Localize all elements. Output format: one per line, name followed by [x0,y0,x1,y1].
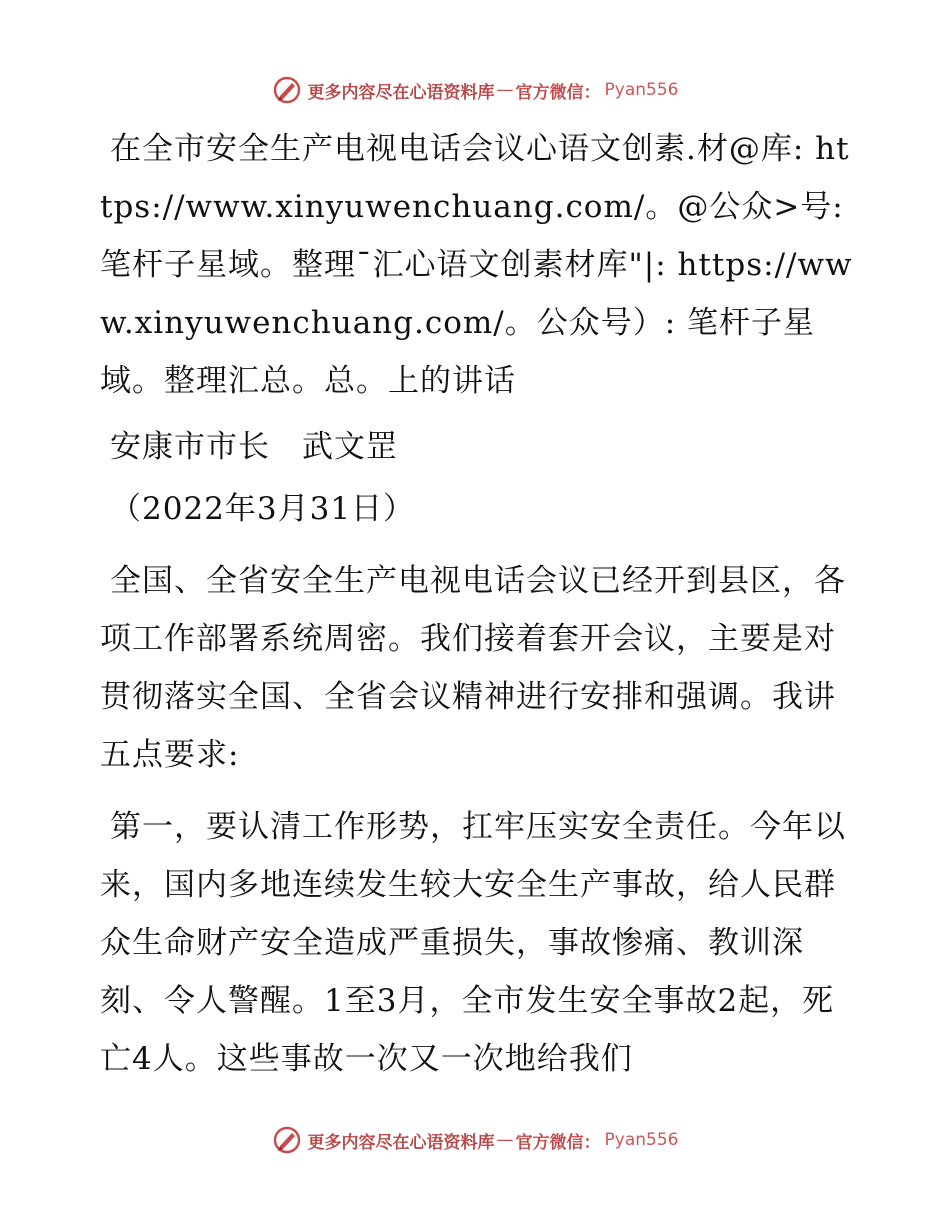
document-author: 安康市市长 武文罡 [110,429,398,465]
pen-quill-logo-icon [272,1125,302,1155]
header-banner [0,72,950,108]
banner-wechat-id: Pyan556 [604,80,679,100]
pen-quill-logo-icon [272,75,302,105]
banner-label: 官方微信： [515,82,601,103]
document-body [100,120,860,1088]
paragraph-intro: 全国、全省安全生产电视电话会议已经开到县区，各项工作部署系统周密。我们接着套开会议，主要是对贯彻落实全国、全省会议精神进行安排和强调。我讲五点要求: [100,563,846,773]
banner-brand: 更多内容尽在心语资料库 [307,1132,495,1153]
banner-dash: — [496,80,514,100]
footer-banner [0,1122,950,1158]
document-title: 在全市安全生产电视电话会议心语文创素.材@库: https://www.xinyuwenchuang.com/。@公众>号: 笔杆子星域。整理¯汇心语文创素材库"|: https://www.xinyuwenchuang.com/。公众号）: 笔杆子星域。整理汇总。总。上的讲话 [100,131,853,399]
document-date: （2022年3月31日） [110,491,416,527]
banner-label: 官方微信： [515,1132,601,1153]
banner-dash: — [496,1130,514,1150]
banner-wechat-id: Pyan556 [604,1130,679,1150]
paragraph-first-point: 第一，要认清工作形势，扛牢压实安全责任。今年以来，国内多地连续发生较大安全生产事故，给人民群众生命财产安全造成严重损失，事故惨痛、教训深刻、令人警醒。1至3月，全市发生安全事故2起，死亡4人。这些事故一次又一次地给我们 [100,809,846,1077]
banner-brand: 更多内容尽在心语资料库 [307,82,495,103]
